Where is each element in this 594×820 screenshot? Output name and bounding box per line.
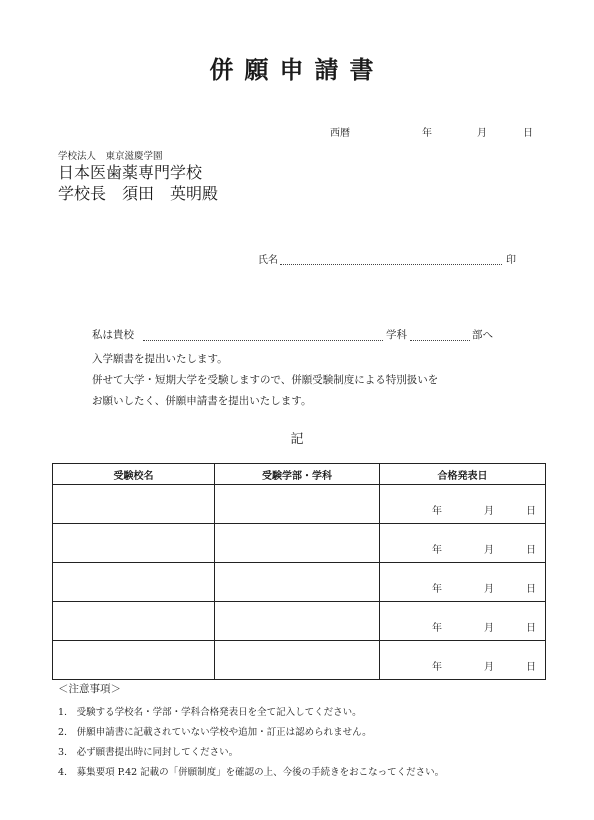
announcement-date-cell[interactable] (380, 602, 546, 641)
date-year-unit: 年 (432, 662, 442, 673)
date-day-unit: 日 (526, 662, 536, 673)
date-day-label: 日 (523, 128, 533, 139)
date-year-unit: 年 (432, 506, 442, 517)
date-day-unit: 日 (526, 584, 536, 595)
table-row (53, 485, 546, 524)
announcement-date-cell[interactable] (380, 485, 546, 524)
note-item: 1. 受験する学校名・学部・学科合格発表日を全て記入してください。 (58, 707, 362, 718)
addressee-principal: 学校長 須田 英明殿 (58, 184, 219, 203)
note-item: 4. 募集要項 P.42 記載の「併願制度」を確認の上、今後の手続きをおこなってください。 (58, 767, 445, 778)
header-announcement-date: 合格発表日 (380, 464, 546, 485)
applicant-seal-label: 印 (506, 255, 516, 266)
school-name-cell[interactable] (53, 563, 215, 602)
date-day-unit: 日 (526, 623, 536, 634)
statement-prefix: 私は貴校 (92, 329, 134, 341)
announcement-date-cell[interactable] (380, 641, 546, 680)
notes-heading: ＜注意事項＞ (58, 683, 121, 695)
table-row (53, 524, 546, 563)
date-day-unit: 日 (526, 545, 536, 556)
header-department: 受験学部・学科 (215, 464, 380, 485)
department-cell[interactable] (215, 641, 380, 680)
header-school-name: 受験校名 (53, 464, 215, 485)
date-month-label: 月 (477, 128, 487, 139)
date-month-unit: 月 (484, 584, 494, 595)
date-year-label: 年 (422, 128, 432, 139)
table-row (53, 602, 546, 641)
date-year-unit: 年 (432, 545, 442, 556)
department-cell[interactable] (215, 602, 380, 641)
ki-heading: 記 (290, 432, 304, 447)
note-item: 3. 必ず願書提出時に同封してください。 (58, 747, 239, 758)
table-row (53, 563, 546, 602)
statement-line-3: お願いしたく、併願申請書を提出いたします。 (92, 395, 312, 407)
school-name-cell[interactable] (53, 485, 215, 524)
department-cell[interactable] (215, 524, 380, 563)
school-name-cell[interactable] (53, 524, 215, 563)
statement-line-1: 入学願書を提出いたします。 (92, 353, 228, 365)
date-era-label: 西暦 (330, 128, 350, 139)
statement-division-label: 部へ (472, 329, 493, 341)
announcement-date-cell[interactable] (380, 524, 546, 563)
course-field[interactable] (143, 340, 383, 341)
addressee-corporation: 学校法人 東京滋慶学園 (58, 151, 163, 162)
date-month-unit: 月 (484, 623, 494, 634)
addressee-school: 日本医歯薬専門学校 (58, 163, 203, 182)
date-month-unit: 月 (484, 545, 494, 556)
school-name-cell[interactable] (53, 641, 215, 680)
statement-course-label: 学科 (386, 329, 407, 341)
division-field[interactable] (410, 340, 470, 341)
applicant-name-label: 氏名 (258, 255, 278, 266)
date-year-unit: 年 (432, 623, 442, 634)
department-cell[interactable] (215, 485, 380, 524)
date-month-unit: 月 (484, 662, 494, 673)
application-table (52, 463, 546, 680)
table-header-row (53, 464, 546, 485)
date-month-unit: 月 (484, 506, 494, 517)
page-title: 併願申請書 (209, 55, 385, 84)
table-row (53, 641, 546, 680)
statement-line-2: 併せて大学・短期大学を受験しますので、併願受験制度による特別扱いを (92, 374, 439, 386)
applicant-name-field[interactable] (280, 264, 502, 265)
date-year-unit: 年 (432, 584, 442, 595)
date-day-unit: 日 (526, 506, 536, 517)
department-cell[interactable] (215, 563, 380, 602)
announcement-date-cell[interactable] (380, 563, 546, 602)
note-item: 2. 併願申請書に記載されていない学校や追加・訂正は認められません。 (58, 727, 372, 738)
school-name-cell[interactable] (53, 602, 215, 641)
